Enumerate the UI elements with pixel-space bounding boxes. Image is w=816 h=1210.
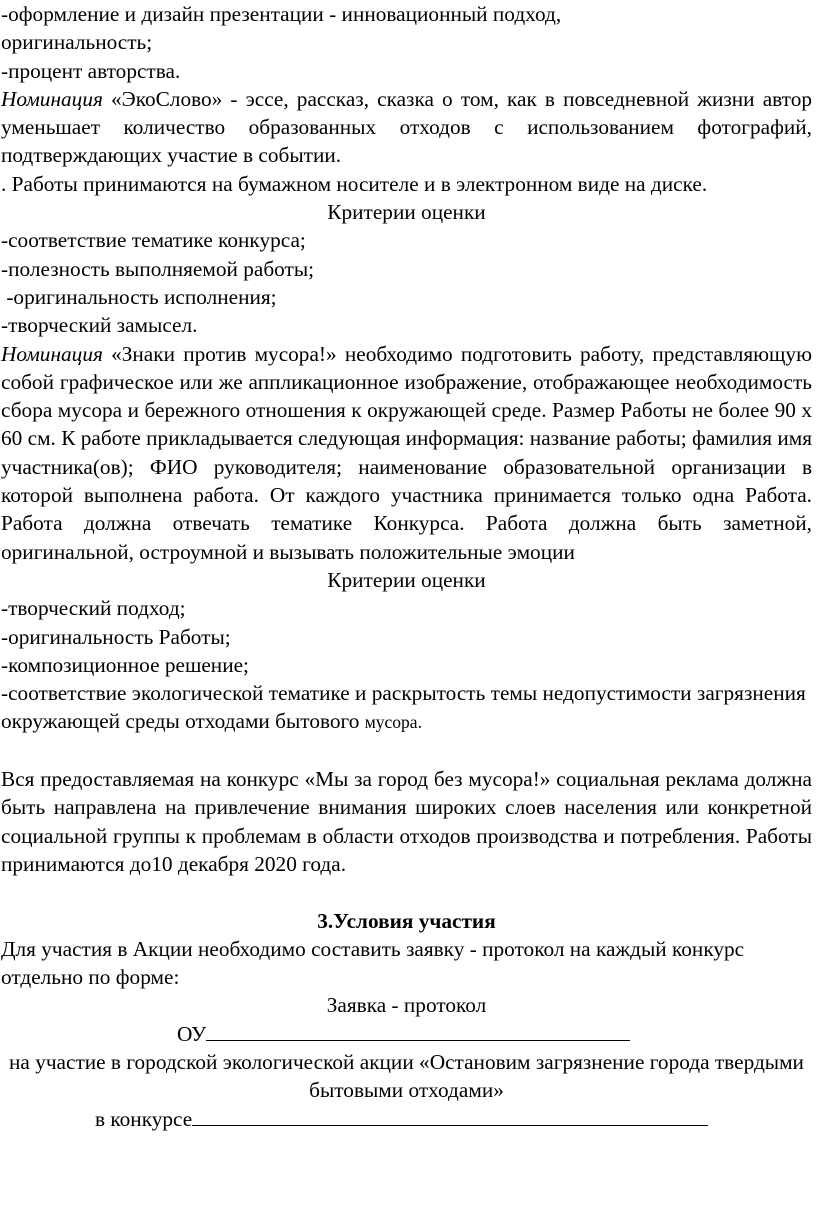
ou-field-line	[1, 1020, 812, 1048]
contest-field-line	[1, 1105, 812, 1133]
contest-blank-underline	[192, 1106, 708, 1126]
signs-nomination-paragraph	[1, 340, 812, 566]
criteria-authorship-line: -процент авторства.	[1, 58, 181, 83]
criteria-item-text: -соответствие экологической тематике и раскрытость темы недопустимости загрязнения окружающей среды отходами бытового	[1, 681, 806, 734]
ecoword-nomination-paragraph	[1, 85, 812, 170]
social-ad-paragraph: Вся предоставляемая на конкурс «Мы за город без мусора!» социальная реклама должна быть направлена на привлечение внимания широких слоев населения или конкретной социальной группы к проблемам в области отходов производства и потребления. Работы принимаются до10 декабря 2020 года.	[1, 767, 812, 876]
criteria-item: -соответствие тематике конкурса;	[1, 228, 306, 253]
nomination-label: Номинация	[1, 86, 103, 111]
criteria-item: -оригинальность исполнения;	[1, 284, 277, 309]
participation-text: на участие в городской экологической акции «Остановим загрязнение города твердыми бытовыми отходами»	[9, 1049, 804, 1103]
criteria-item: -полезность выполняемой работы;	[1, 256, 315, 281]
criteria-heading: Критерии оценки	[327, 200, 486, 225]
form-title: Заявка - протокол	[326, 993, 487, 1018]
blank-line	[1, 737, 812, 765]
accepted-formats-note: . Работы принимаются на бумажном носителе и в электронном виде на диске.	[1, 171, 708, 196]
criteria-originality-line: оригинальность;	[1, 30, 153, 55]
criteria-design-line: -оформление и дизайн презентации - инновационный подход,	[1, 2, 562, 26]
signs-description: «Знаки против мусора!» необходимо подготовить работу, представляющую собой графическое или же аппликационное изображение, отображающее необходимость сбора мусора и бережного отношения к окружающей среде. Размер Работы не более 90 х 60 см. К работе прикладывается следующая информация: название работы; фамилия имя участника(ов); ФИО руководителя; наименование образовательной организации в которой выполнена работа. От каждого участника принимается только одна Работа. Работа должна отвечать тематике Конкурса. Работа должна быть заметной, оригинальной, остроумной и вызывать положительные эмоции	[1, 341, 812, 564]
ou-blank-underline	[206, 1021, 630, 1041]
criteria-item-ecology	[1, 679, 812, 737]
ou-label: ОУ	[177, 1021, 207, 1046]
criteria-item-small-text: мусора.	[364, 712, 422, 733]
criteria-item: -творческий подход;	[1, 596, 186, 621]
criteria-heading: Критерии оценки	[327, 567, 486, 592]
section-heading-conditions: 3.Условия участия	[317, 908, 496, 933]
ecoword-description: «ЭкоСлово» - эссе, рассказ, сказка о том, как в повседневной жизни автор уменьшает количество образованных отходов с использованием фотографий, подтверждающих участие в событии.	[1, 86, 812, 168]
criteria-item: -творческий замысел.	[1, 313, 198, 338]
blank-line	[1, 878, 812, 906]
nomination-label: Номинация	[1, 341, 103, 366]
conditions-paragraph: Для участия в Акции необходимо составить заявку - протокол на каждый конкурс отдельно по форме:	[1, 936, 745, 990]
criteria-item: -оригинальность Работы;	[1, 624, 231, 649]
criteria-item: -композиционное решение;	[1, 652, 249, 677]
contest-label: в конкурсе	[95, 1106, 193, 1131]
